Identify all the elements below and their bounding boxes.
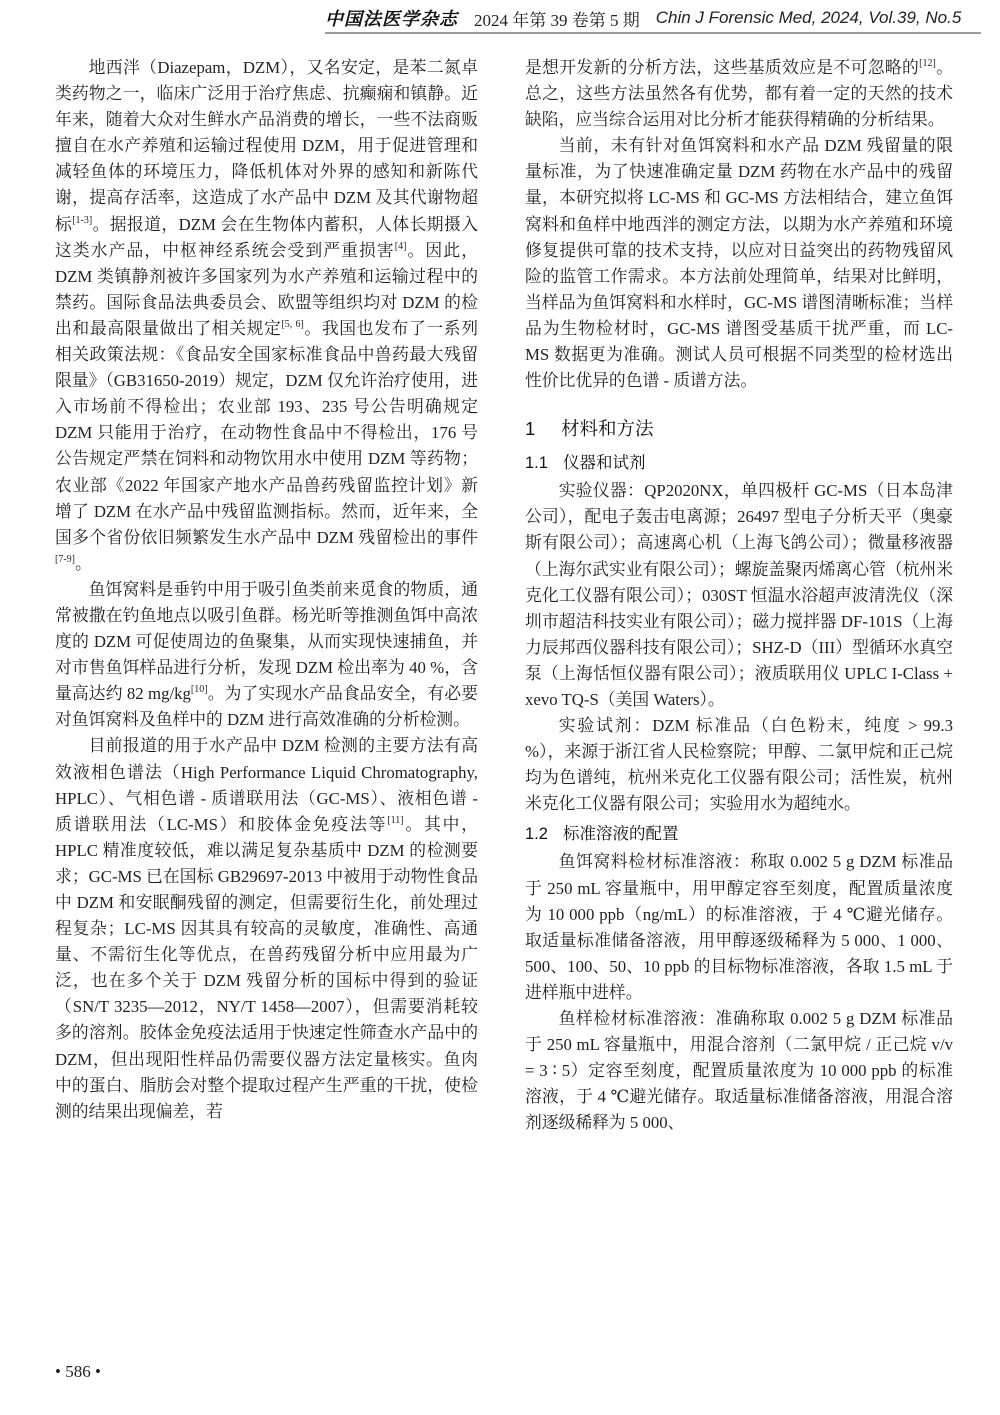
bait-standard-paragraph: 鱼饵窝料检材标准溶液：称取 0.002 5 g DZM 标准品于 250 mL 容量瓶中，用甲醇定容至刻度，配置质量浓度为 10 000 ppb（ng/mL）的标准溶液，于 4 ℃避光储存。取适量标准储备溶液，用甲醇逐级稀释为 5 000、1 000、500、100、50、10 ppb 的目标物标准溶液，各取 1.5 mL 于进样瓶中进样。: [525, 852, 953, 1002]
citation[interactable]: [1-3]: [72, 214, 93, 226]
section-number: 1: [525, 418, 536, 440]
intro-paragraph-3: [55, 733, 478, 1124]
text-run: 鱼饵窝料是垂钓中用于吸引鱼类前来觅食的物质，通常被撒在钓鱼地点以吸引鱼群。杨光昕等推测鱼饵中高浓度的 DZM 可促使周边的鱼聚集，从而实现快速捕鱼，并对市售鱼饵样品进行分析，发现 DZM 检出率为 40 %，含量高达约 82 mg/kg: [55, 579, 478, 704]
citation[interactable]: [4]: [394, 240, 407, 252]
running-header: [325, 4, 981, 34]
intro-paragraph-2: [55, 577, 478, 734]
citation[interactable]: [5, 6]: [281, 318, 304, 330]
text-run: 地西泮（Diazepam，DZM），又名安定，是苯二氮卓类药物之一，临床广泛用于治疗焦虑、抗癫痫和镇静。近年来，随着大众对生鲜水产品消费的增长，一些不法商贩擅自在水产养殖和运输过程使用 DZM，用于促进管理和减轻鱼体的环境压力，降低机体对外界的感知和新陈代谢，提高存活率，这造成了水产品中 DZM 及其代谢物超标: [55, 58, 478, 234]
text-run: 。因此，DZM 类镇静剂被许多国家列为水产养殖和运输过程中的禁药。国际食品法典委员会、欧盟等组织均对 DZM 的检出和最高限量做出了相关规定: [55, 240, 478, 338]
citation[interactable]: [11]: [387, 814, 404, 826]
text-run: 。我国也发布了一系列相关政策法规：《食品安全国家标准食品中兽药最大残留限量》（GB31650-2019）规定，DZM 仅允许治疗使用，进入市场前不得检出；农业部 193、235 号公告明确规定 DZM 只能用于治疗，在动物性食品中不得检出，176 号公告规定严禁在饲料和动物饮用水中使用 DZM 等药物；农业部《2022 年国家产地水产品兽药残留监控计划》新增了 DZM 在水产品中残留监测指标。然而，近年来，全国多个省份依旧频繁发生水产品中 DZM 残留检出的事件: [55, 318, 478, 547]
section-heading-1: [525, 416, 953, 442]
left-column: [55, 55, 478, 1125]
journal-title-cn: 中国法医学杂志: [325, 9, 458, 30]
citation[interactable]: [7-9]: [55, 553, 75, 565]
issue-info-cn: 2024 年第 39 卷第 5 期: [474, 10, 640, 30]
text-run: 目前报道的用于水产品中 DZM 检测的主要方法有高效液相色谱法（High Performance Liquid Chromatography, HPLC）、气相色谱 - 质谱联用法（GC-MS）、液相色谱 - 质谱联用法（LC-MS）和胶体金免疫法等: [55, 736, 478, 834]
text-run: 。为了实现水产品食品安全，有必要对鱼饵窝料及鱼样中的 DZM 进行高效准确的分析检测。: [55, 684, 478, 730]
subsection-heading-1-2: [525, 821, 953, 847]
text-run: 。总之，这些方法虽然各有优势，都有着一定的天然的技术缺陷，应当综合运用对比分析才能获得精确的分析结果。: [525, 58, 953, 130]
section-number: 1.2: [525, 825, 548, 844]
section-title: 仪器和试剂: [563, 454, 646, 473]
subsection-heading-1-1: [525, 450, 953, 476]
right-column: [525, 55, 953, 1136]
text-run: 。据报道，DZM 会在生物体内蓄积，人体长期摄入这类水产品，中枢神经系统会受到严重损害: [55, 214, 478, 260]
citation[interactable]: [10]: [190, 684, 208, 696]
section-title: 标准溶液的配置: [563, 825, 679, 844]
text-run: 是想开发新的分析方法，这些基质效应是不可忽略的: [525, 58, 920, 77]
reagents-paragraph: 实验试剂：DZM 标准品（白色粉末，纯度 > 99.3 %），来源于浙江省人民检察院；甲醇、二氯甲烷和正己烷均为色谱纯，杭州米克化工仪器有限公司；活性炭，杭州米克化工仪器有限公司；实验用水为超纯水。: [525, 716, 953, 814]
instruments-paragraph: 实验仪器：QP2020NX，单四极杆 GC-MS（日本岛津公司），配电子轰击电离源；26497 型电子分析天平（奥豪斯有限公司）；高速离心机（上海飞鸽公司）；微量移液器（上海尔武实业有限公司）；螺旋盖聚丙烯离心管（杭州米克化工仪器有限公司）；030ST 恒温水浴超声波清洗仪（深圳市超洁科技实业有限公司）；磁力搅拌器 DF-101S（上海力辰邦西仪器科技有限公司）；SHZ-D（III）型循环水真空泵（上海恬恒仪器有限公司）；液质联用仪 UPLC I-Class + xevo TQ-S（美国 Waters）。: [525, 481, 953, 709]
intro-paragraph-1: [55, 55, 478, 577]
issue-info-en: Chin J Forensic Med, 2024, Vol.39, No.5: [655, 8, 962, 27]
text-run: 。其中，HPLC 精准度较低，难以满足复杂基质中 DZM 的检测要求；GC-MS 已在国标 GB29697-2013 中被用于动物性食品中 DZM 和安眠酮残留的测定，但需要衍生化，前处理过程复杂；LC-MS 因其具有较高的灵敏度，准确性、高通量、不需衍生化等优点，在兽药残留分析中应用最为广泛，也在多个关于 DZM 残留分析的国标中得到的验证（SN/T 3235—2012，NY/T 1458—2007），但需要消耗较多的溶剂。胶体金免疫法适用于快速定性筛查水产品中的 DZM，但出现阳性样品仍需要仪器方法定量核实。鱼肉中的蛋白、脂肪会对整个提取过程产生严重的干扰，使检测的结果出现偏差，若: [55, 814, 478, 1121]
intro-paragraph-4: 当前，未有针对鱼饵窝料和水产品 DZM 残留量的限量标准，为了快速准确定量 DZM 药物在水产品中的残留量，本研究拟将 LC-MS 和 GC-MS 方法相结合，建立鱼饵窝料和鱼样中地西泮的测定方法，以期为水产养殖和环境修复提供可靠的技术支持，以应对日益突出的药物残留风险的监管工作需求。本方法前处理简单，结果对比鲜明，当样品为鱼饵窝料和水样时，GC-MS 谱图清晰标准；当样品为生物检材时，GC-MS 谱图受基质干扰严重，而 LC-MS 数据更为准确。测试人员可根据不同类型的检材选出性价比优异的色谱 - 质谱方法。: [525, 136, 953, 391]
intro-paragraph-3-continued: [525, 55, 953, 133]
text-run: 。: [75, 553, 92, 573]
fish-standard-paragraph: 鱼样检材标准溶液：准确称取 0.002 5 g DZM 标准品于 250 mL 容量瓶中，用混合溶剂（二氯甲烷 / 正己烷 v/v = 3 ∶ 5）定容至刻度，配置质量浓度为 10 000 ppb 的标准溶液，于 4 ℃避光储存。取适量标准储备溶液，用混合溶剂逐级稀释为 5 000、: [525, 1009, 953, 1133]
section-number: 1.1: [525, 454, 548, 473]
section-title: 材料和方法: [561, 418, 654, 440]
citation[interactable]: [12]: [919, 58, 936, 69]
page-number: • 586 •: [55, 1362, 101, 1381]
